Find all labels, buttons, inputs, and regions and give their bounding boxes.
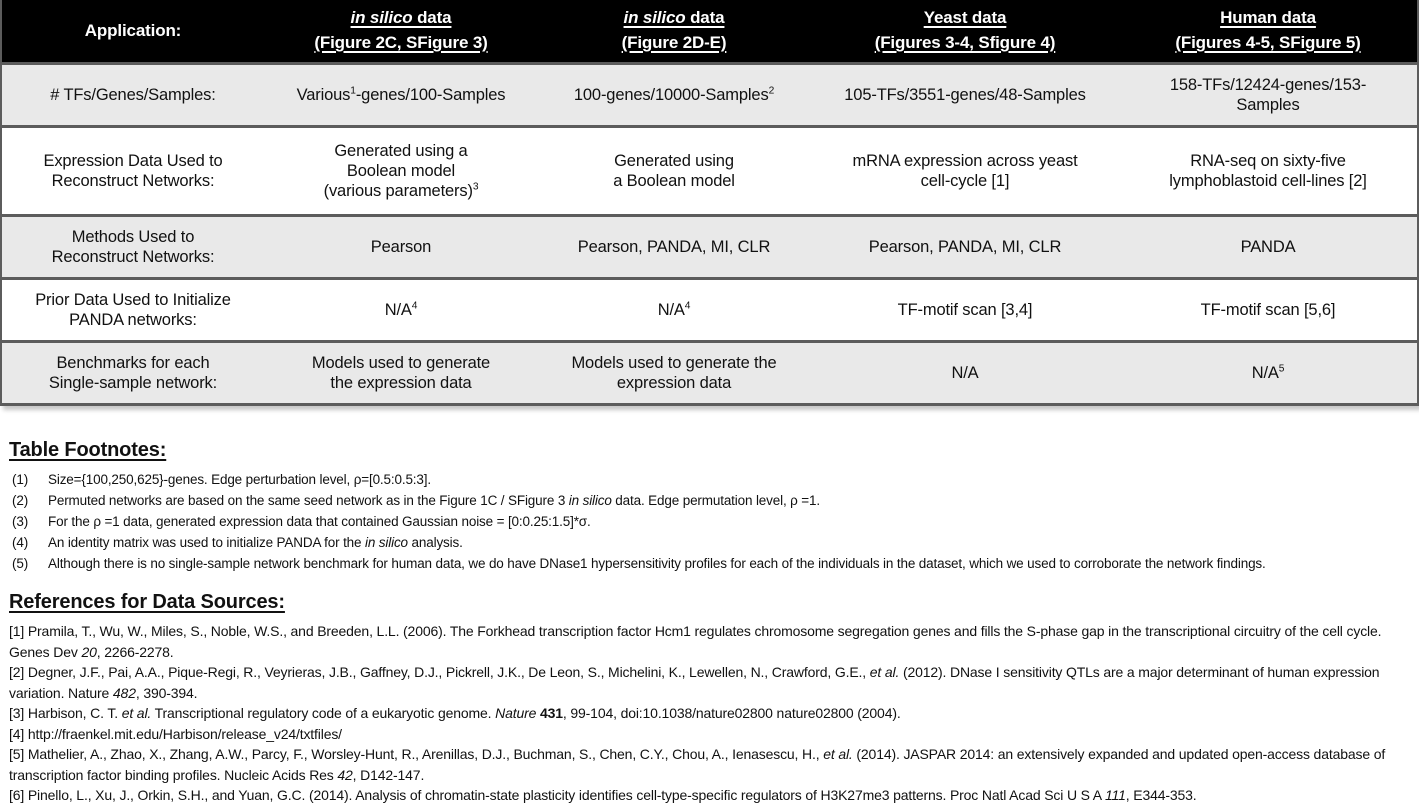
footnote-text: An identity matrix was used to initialize PANDA for the in silico analysis. xyxy=(48,535,463,550)
footnote-text: Size={100,250,625}-genes. Edge perturbation level, ρ=[0.5:0.5:3]. xyxy=(48,472,431,487)
table-cell: N/A xyxy=(951,363,979,382)
header-cell-insilico-1: in silico data (Figure 2C, SFigure 3) xyxy=(314,8,488,52)
reference-item: [3] Harbison, C. T. et al. Transcriptional regulatory code of a eukaryotic genome. Nature 431, 99-104, doi:10.1038/nature02800 nature02800 (2004). xyxy=(9,705,901,721)
table-cell: Pearson, PANDA, MI, CLR xyxy=(868,237,1062,256)
footnote-item xyxy=(9,469,1411,490)
references-heading: References for Data Sources: xyxy=(9,591,285,613)
reference-item: [6] Pinello, L., Xu, J., Orkin, S.H., and Yuan, G.C. (2014). Analysis of chromatin-state plasticity identifies cell-type-specific regulators of H3K27me3 patterns. Proc Natl Acad Sci U S A 111, E344-353. xyxy=(9,787,1197,803)
table-cell: Various$^1$-genes/100-Samples xyxy=(296,85,506,104)
reference-item: [4] http://fraenkel.mit.edu/Harbison/release_v24/txtfiles/ xyxy=(9,725,342,742)
header-cell-yeast: Yeast data (Figures 3-4, Sfigure 4) xyxy=(874,8,1056,52)
table-cell: 105-TFs/3551-genes/48-Samples xyxy=(844,85,1086,104)
row-expression-data xyxy=(2,125,1417,214)
reference-item: [1] Pramila, T., Wu, W., Miles, S., Noble, W.S., and Breeden, L.L. (2006). The Forkhead transcription factor Hcm1 regulates chromosome segregation genes and fills the S-phase gap in the transcriptional circuitry of the cell cycle. Genes Dev 20, 2266-2278. xyxy=(9,623,1382,660)
footnote-number: (1) xyxy=(12,472,29,487)
table-cell: Generated using a Boolean model (various parameters)$^3$ xyxy=(323,141,479,201)
table-cell: Pearson, PANDA, MI, CLR xyxy=(577,237,771,256)
table-cell: $N/A^5$ xyxy=(1251,363,1285,382)
row-tfs-genes-samples xyxy=(2,62,1417,125)
footnote-text: Although there is no single-sample network benchmark for human data, we do have DNase1 hypersensitivity profiles for each of the individuals in the dataset, which we used to corroborate the network findings. xyxy=(48,556,1266,571)
table-cell: Pearson xyxy=(370,237,432,256)
footnotes-heading: Table Footnotes: xyxy=(9,439,167,461)
reference-item: [5] Mathelier, A., Zhao, X., Zhang, A.W., Parcy, F., Worsley-Hunt, R., Arenillas, D.J., Buchman, S., Chen, C.Y., Chou, A., Ienasescu, H., et al. (2014). JASPAR 2014: an extensively expanded and updated open-access database of transcription factor binding profiles. Nucleic Acids Res 42, D142-147. xyxy=(9,746,1386,783)
table-cell: Models used to generate the expression data xyxy=(571,353,777,392)
row-label: # TFs/Genes/Samples: xyxy=(50,85,216,104)
footnote-number: (2) xyxy=(12,493,29,508)
references-section xyxy=(9,591,1411,806)
row-label: Benchmarks for each Single-sample network: xyxy=(48,353,218,392)
footnote-item xyxy=(9,553,1411,574)
row-label: Prior Data Used to Initialize PANDA networks: xyxy=(35,290,231,329)
footnotes-section xyxy=(9,439,1411,574)
footnote-item xyxy=(9,511,1411,532)
table-cell: mRNA expression across yeast cell-cycle [1] xyxy=(852,151,1078,190)
table-cell: 100-genes/10000-Samples$^2$ xyxy=(573,85,775,104)
header-cell-human: Human data (Figures 4-5, SFigure 5) xyxy=(1175,8,1361,52)
reference-item: [2] Degner, J.F., Pai, A.A., Pique-Regi, R., Veyrieras, J.B., Gaffney, D.J., Pickrell, J.K., De Leon, S., Michelini, K., Lewellen, N., Crawford, G.E., et al. (2012). DNase I sensitivity QTLs are a major determinant of human expression variation. Nature 482, 390-394. xyxy=(9,664,1380,701)
footnote-number: (3) xyxy=(12,514,29,529)
table-cell: Generated using a Boolean model xyxy=(613,151,735,190)
table-cell: RNA-seq on sixty-five lymphoblastoid cell-lines [2] xyxy=(1169,151,1367,190)
table-header-row xyxy=(2,0,1417,62)
footnote-text: For the ρ =1 data, generated expression data that contained Gaussian noise = [0:0.25:1.5]*σ. xyxy=(48,514,591,529)
table-cell: $N/A^4$ xyxy=(384,300,418,319)
row-prior-data xyxy=(2,277,1417,340)
table-cell: TF-motif scan [5,6] xyxy=(1200,300,1336,319)
table-cell: TF-motif scan [3,4] xyxy=(897,300,1033,319)
footnote-item xyxy=(9,490,1411,511)
table-cell: 158-TFs/12424-genes/153- Samples xyxy=(1169,75,1367,114)
table-cell: PANDA xyxy=(1240,237,1296,256)
header-cell-insilico-2: in silico data (Figure 2D-E) xyxy=(621,8,727,52)
header-cell-application: Application: xyxy=(84,20,182,40)
table-cell: Models used to generate the expression data xyxy=(311,353,491,392)
table-cell: $N/A^4$ xyxy=(657,300,691,319)
footnote-number: (5) xyxy=(12,556,29,571)
footnote-text: Permuted networks are based on the same seed network as in the Figure 1C / SFigure 3 in silico data. Edge permutation level, ρ =1. xyxy=(48,493,820,508)
row-methods xyxy=(2,214,1417,277)
row-benchmarks xyxy=(2,340,1417,403)
footnote-item xyxy=(9,532,1411,553)
footnote-number: (4) xyxy=(12,535,29,550)
row-label: Expression Data Used to Reconstruct Networks: xyxy=(43,151,223,190)
row-label: Methods Used to Reconstruct Networks: xyxy=(51,227,215,266)
